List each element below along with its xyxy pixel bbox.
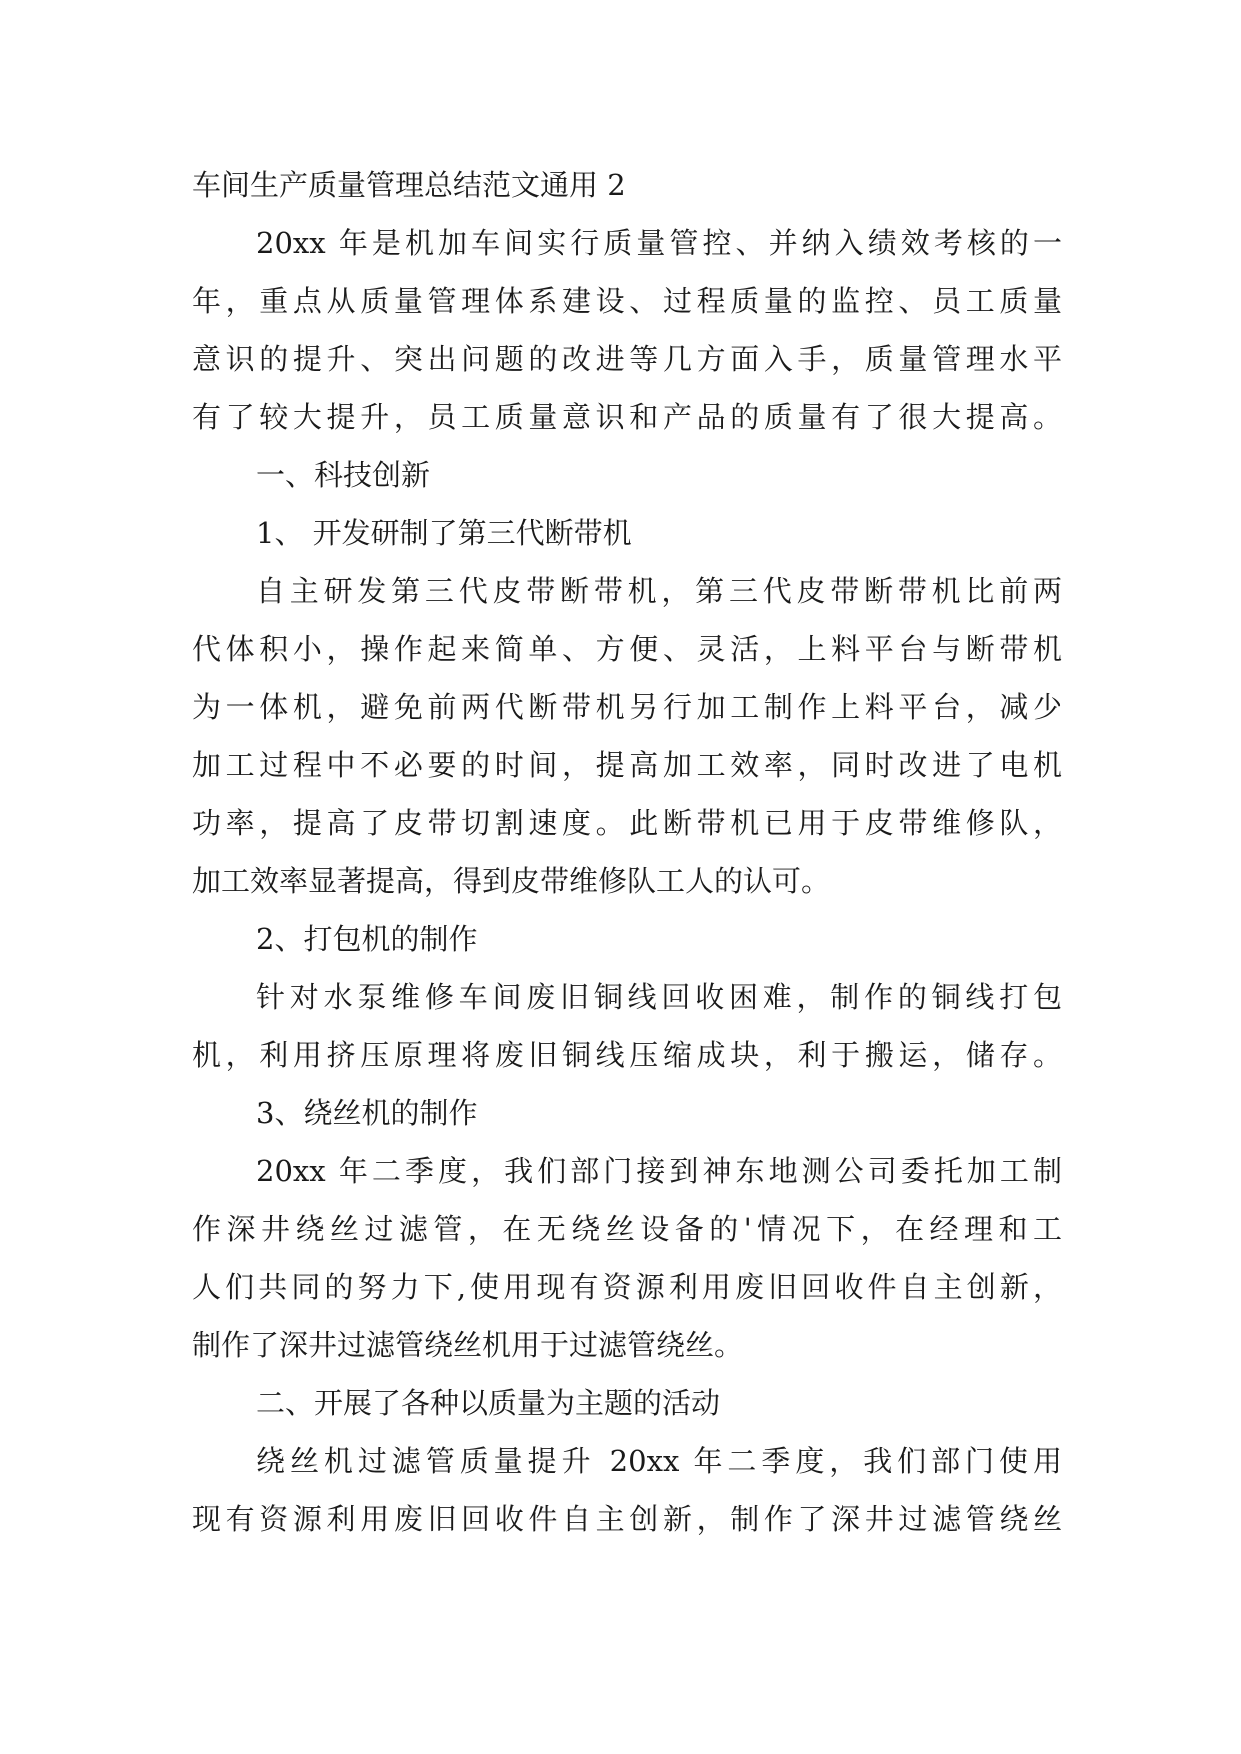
paragraph-line: 加工效率显著提高，得到皮带维修队工人的认可。 [192, 864, 831, 898]
paragraph-line: 年，重点从质量管理体系建设、过程质量的监控、员工质量 [192, 284, 1062, 318]
paragraph-line: 人们共同的努力下,使用现有资源利用废旧回收件自主创新， [192, 1270, 1062, 1304]
paragraph-line: 制作了深井过滤管绕丝机用于过滤管绕丝。 [192, 1328, 744, 1362]
section-heading: 二、开展了各种以质量为主题的活动 [256, 1386, 721, 1420]
paragraph-line: 绕丝机过滤管质量提升 20xx 年二季度，我们部门使用 [256, 1444, 1062, 1478]
paragraph-line: 机，利用挤压原理将废旧铜线压缩成块，利于搬运，储存。 [192, 1038, 1062, 1072]
document-body [192, 156, 1062, 1548]
paragraph-line: 自主研发第三代皮带断带机，第三代皮带断带机比前两 [256, 574, 1062, 608]
paragraph-line: 20xx 年是机加车间实行质量管控、并纳入绩效考核的一 [256, 226, 1062, 260]
paragraph-line: 意识的提升、突出问题的改进等几方面入手，质量管理水平 [192, 342, 1062, 376]
paragraph-line: 加工过程中不必要的时间，提高加工效率，同时改进了电机 [192, 748, 1062, 782]
paragraph-line: 代体积小，操作起来简单、方便、灵活，上料平台与断带机 [192, 632, 1062, 666]
paragraph-line: 现有资源利用废旧回收件自主创新，制作了深井过滤管绕丝 [192, 1502, 1062, 1536]
paragraph-line: 为一体机，避免前两代断带机另行加工制作上料平台，减少 [192, 690, 1062, 724]
subsection-heading: 1、 开发研制了第三代断带机 [256, 516, 632, 550]
subsection-heading: 3、绕丝机的制作 [256, 1096, 478, 1130]
paragraph-line: 20xx 年二季度，我们部门接到神东地测公司委托加工制 [256, 1154, 1062, 1188]
paragraph-line: 功率，提高了皮带切割速度。此断带机已用于皮带维修队， [192, 806, 1062, 840]
section-heading: 一、科技创新 [256, 458, 431, 492]
paragraph-line: 有了较大提升，员工质量意识和产品的质量有了很大提高。 [192, 400, 1062, 434]
paragraph-line: 针对水泵维修车间废旧铜线回收困难，制作的铜线打包 [256, 980, 1062, 1014]
document-title: 车间生产质量管理总结范文通用 2 [192, 168, 626, 202]
paragraph-line: 作深井绕丝过滤管，在无绕丝设备的'情况下，在经理和工 [192, 1212, 1062, 1246]
subsection-heading: 2、打包机的制作 [256, 922, 478, 956]
